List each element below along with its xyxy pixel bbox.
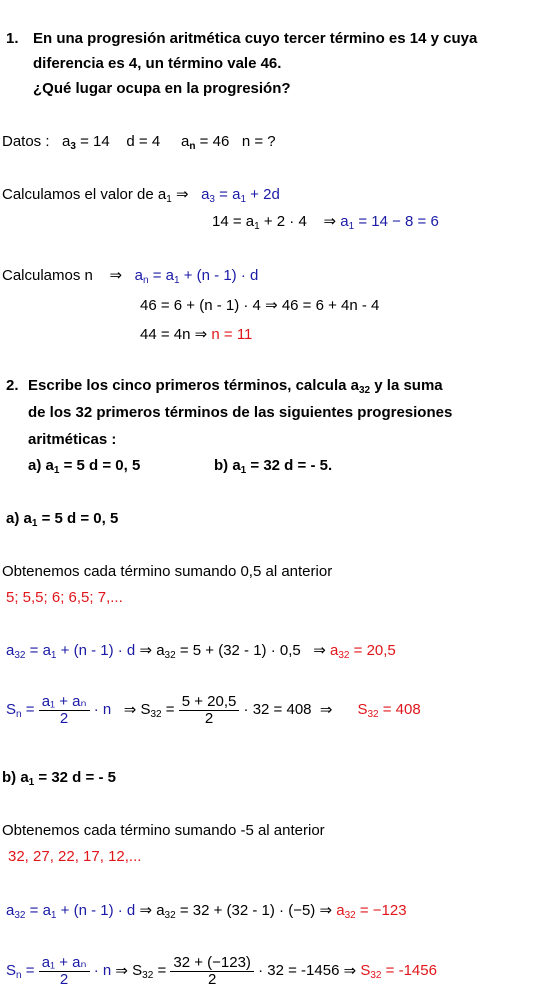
- substitution: $14 = a_1 + 2 \cdot 4$: [212, 213, 307, 232]
- implies-arrow: ⇒: [323, 213, 337, 230]
- calc-a1-line-2: [212, 213, 439, 231]
- implies-arrow: ⇒: [265, 297, 278, 314]
- calc-n-line-3: [140, 326, 252, 344]
- part-b-obtain: Obtenemos cada término sumando -5 al anterior: [2, 822, 325, 839]
- implies-arrow: ⇒: [175, 186, 189, 203]
- problem-1-number: 1.: [6, 30, 19, 47]
- problem-1-line-2: diferencia es 4, un término vale 46.: [33, 55, 282, 72]
- formula-an: $a_{32} = a_1 + (n - 1) \cdot d$: [6, 642, 136, 661]
- option-a: a) $a_1 = 5$ d = 0, 5: [28, 457, 141, 476]
- equation: 44 = 4n: [140, 326, 191, 343]
- sum-fraction: $\frac{\text{a₁ + aₙ}}{2}$: [39, 955, 90, 988]
- problem-2-line-4: [28, 457, 333, 476]
- result-s32: $S_{32} = -1456$: [360, 962, 437, 982]
- calc-a1-text: Calculamos el valor de $a_1$: [2, 186, 172, 205]
- implies-arrow: ⇒: [319, 902, 333, 919]
- result-s32: $S_{32} = 408$: [357, 701, 421, 721]
- implies-arrow: ⇒: [343, 962, 357, 980]
- problem-1-line-1: En una progresión aritmética cuyo tercer término es 14 y cuya: [33, 30, 478, 47]
- part-a-heading: a) $a_1 = 5$ d = 0, 5: [6, 510, 119, 529]
- sum-fraction: $\frac{\text{a₁ + aₙ}}{2}$: [39, 694, 90, 727]
- sum-substitution: $S_{32}$ = $\frac{32 + (-123)}{2}$ · 32 = -1456: [132, 954, 340, 988]
- substitution: $a_{32} = 5 + (32 - 1) \cdot 0,5$: [156, 642, 301, 661]
- datos-d: d = 4: [126, 133, 161, 150]
- problem-2-line-1: Escribe los cinco primeros términos, calcula $a_{32}$ y la suma: [28, 377, 443, 396]
- substitution: 46 = 6 + (n - 1) · 4: [140, 297, 261, 314]
- implies-arrow: ⇒: [139, 902, 153, 919]
- sum-substitution: $S_{32}$ = $\frac{5 + 20,5}{2}$ · 32 = 408: [140, 693, 312, 727]
- formula-an: $a_n = a_1 + (n - 1) \cdot d$: [134, 267, 259, 286]
- sum-32-fraction: $\frac{32 + (-123)}{2}$: [170, 955, 254, 988]
- formula-a3: $a_3 = a_1 + 2d$: [201, 186, 280, 205]
- datos-label: Datos :: [2, 133, 50, 150]
- part-b-terms: 32, 27, 22, 17, 12,...: [8, 848, 142, 865]
- result-a32: $a_{32} = 20,5$: [330, 642, 396, 661]
- part-b-sum-line: [6, 955, 437, 988]
- problem-1-line-3: ¿Qué lugar ocupa en la progresión?: [33, 80, 291, 97]
- sum-formula: $S_n$ = $\frac{\text{a₁ + aₙ}}{2}$ · n: [6, 693, 112, 727]
- datos-a3: $a_3 = 14$: [62, 133, 110, 152]
- part-b-heading: b) $a_1 = 32$ d = - 5: [2, 769, 116, 788]
- datos-an: $a_n = 46$: [181, 133, 230, 152]
- implies-arrow: ⇒: [319, 701, 333, 719]
- part-a-obtain: Obtenemos cada término sumando 0,5 al anterior: [2, 563, 333, 580]
- implies-arrow: ⇒: [109, 267, 123, 284]
- sum-32-fraction: $\frac{5 + 20,5}{2}$: [179, 694, 240, 727]
- calc-n-line-2: [140, 297, 379, 315]
- calc-a1-line: [2, 186, 280, 204]
- part-a-sum-line: [6, 694, 421, 727]
- problem-2-line-3: aritméticas :: [28, 431, 117, 448]
- datos-line: [2, 133, 276, 151]
- sum-formula: $S_n$ = $\frac{\text{a₁ + aₙ}}{2}$ · n: [6, 954, 112, 988]
- problem-2-line-2: de los 32 primeros términos de las siguientes progresiones: [28, 404, 453, 421]
- implies-arrow: ⇒: [313, 642, 326, 659]
- simplified: 46 = 6 + 4n - 4: [281, 297, 380, 314]
- formula-an: $a_{32} = a_1 + (n - 1) \cdot d$: [6, 902, 136, 921]
- implies-arrow: ⇒: [115, 962, 128, 980]
- datos-n: n = ?: [241, 133, 276, 150]
- part-b-a32-line: [6, 902, 407, 920]
- calc-n-line: [2, 267, 258, 285]
- implies-arrow: ⇒: [139, 642, 153, 659]
- substitution: $a_{32} = 32 + (32 - 1) \cdot (-5)$: [156, 902, 316, 921]
- part-a-a32-line: [6, 642, 396, 660]
- part-a-terms: 5; 5,5; 6; 6,5; 7,...: [6, 589, 123, 606]
- calc-n-text: Calculamos n: [2, 267, 93, 284]
- option-b: b) $a_1 = 32$ d = - 5.: [214, 457, 333, 476]
- implies-arrow: ⇒: [123, 701, 137, 719]
- implies-arrow: ⇒: [194, 326, 208, 343]
- result-a1: $a_1 = 14 - 8 = 6$: [340, 213, 439, 232]
- problem-2-number: 2.: [6, 377, 19, 394]
- result-n: n = 11: [211, 326, 253, 343]
- result-a32: $a_{32} = -123$: [336, 902, 407, 921]
